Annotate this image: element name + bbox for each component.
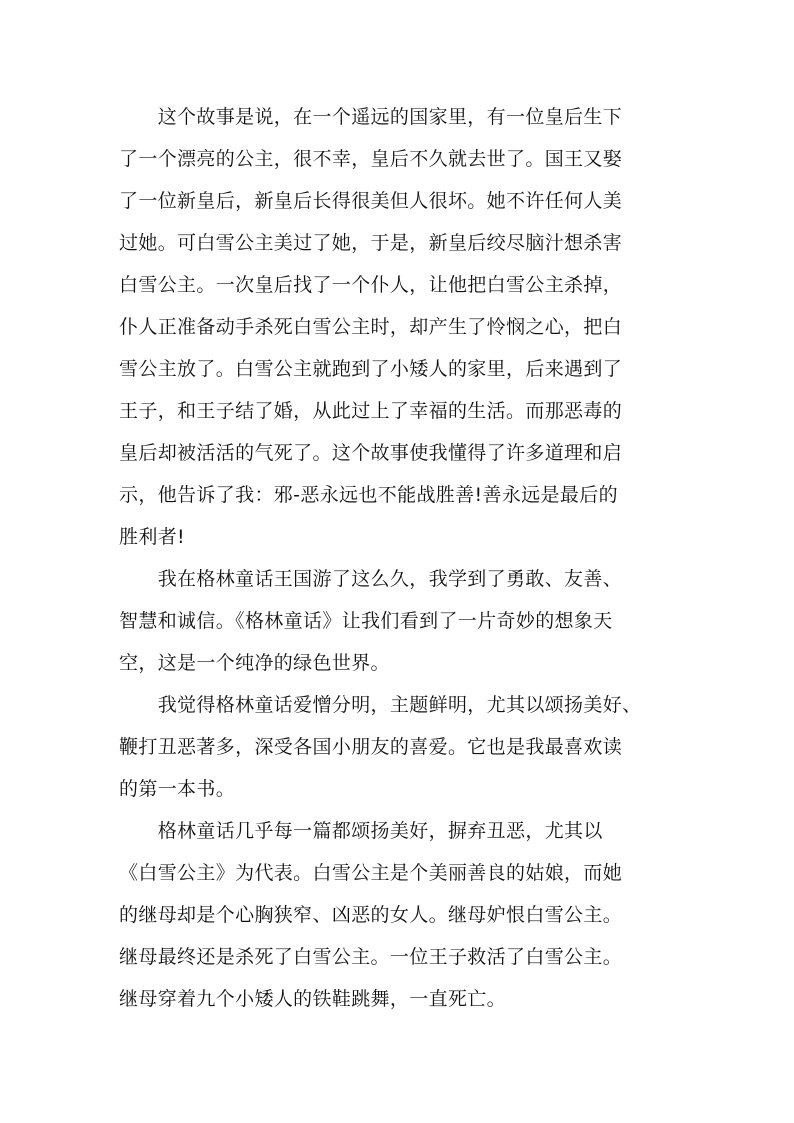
text-line: 的第一本书。 bbox=[119, 778, 236, 800]
text-line: 智慧和诚信。《格林童话》让我们看到了一片奇妙的想象天 bbox=[119, 610, 613, 632]
text-line: 过她。可白雪公主美过了她，于是，新皇后绞尽脑汁想杀害 bbox=[119, 232, 623, 254]
text-line: 雪公主放了。白雪公主就跑到了小矮人的家里，后来遇到了 bbox=[119, 358, 623, 380]
text-line: 这个故事是说，在一个遥远的国家里，有一位皇后生下 bbox=[119, 106, 623, 128]
text-line: 王子，和王子结了婚，从此过上了幸福的生活。而那恶毒的 bbox=[119, 400, 623, 422]
text-line: 我在格林童话王国游了这么久，我学到了勇敢、友善、 bbox=[119, 568, 623, 590]
text-line: 了一个漂亮的公主，很不幸，皇后不久就去世了。国王又娶 bbox=[119, 148, 623, 170]
text-line: 继母穿着九个小矮人的铁鞋跳舞，一直死亡。 bbox=[119, 988, 507, 1010]
text-line: 了一位新皇后，新皇后长得很美但人很坏。她不许任何人美 bbox=[119, 190, 623, 212]
text-line: 空，这是一个纯净的绿色世界。 bbox=[119, 652, 390, 674]
text-line: 仆人正准备动手杀死白雪公主时，却产生了怜悯之心，把白 bbox=[119, 316, 623, 338]
text-line: 鞭打丑恶著多，深受各国小朋友的喜爱。它也是我最喜欢读 bbox=[119, 736, 623, 758]
text-line: 皇后却被活活的气死了。这个故事使我懂得了许多道理和启 bbox=[119, 442, 623, 464]
text-line: 示，他告诉了我：邪-恶永远也不能战胜善!善永远是最后的 bbox=[119, 484, 618, 506]
text-line: 《白雪公主》为代表。白雪公主是个美丽善良的姑娘，而她 bbox=[119, 862, 623, 884]
text-line: 胜利者! bbox=[119, 526, 186, 548]
text-line: 格林童话几乎每一篇都颂扬美好，摒弃丑恶，尤其以 bbox=[119, 820, 603, 842]
text-line: 白雪公主。一次皇后找了一个仆人，让他把白雪公主杀掉， bbox=[119, 274, 623, 296]
text-line: 继母最终还是杀死了白雪公主。一位王子救活了白雪公主。 bbox=[119, 946, 623, 968]
text-line: 的继母却是个心胸狭窄、凶恶的女人。继母妒恨白雪公主。 bbox=[119, 904, 623, 926]
text-line: 我觉得格林童话爱憎分明，主题鲜明，尤其以颂扬美好、 bbox=[119, 694, 642, 716]
